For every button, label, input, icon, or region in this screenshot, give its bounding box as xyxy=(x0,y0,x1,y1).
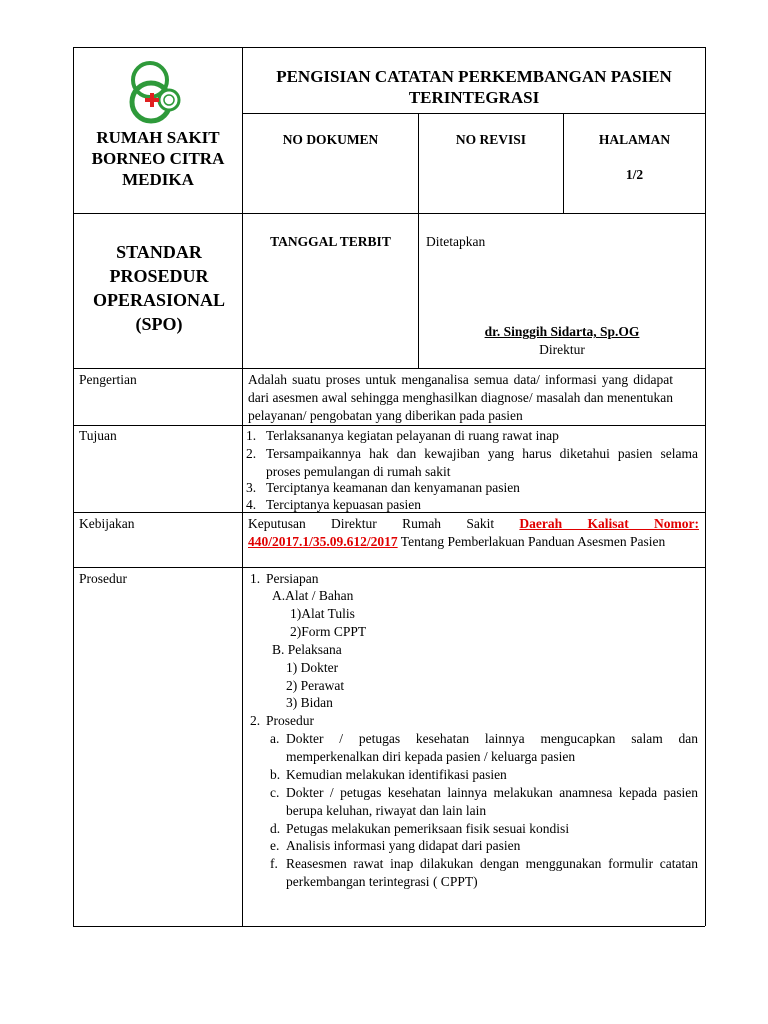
pengertian-text: Adalah suatu proses untuk menganalisa semua data/ informasi yang didapat dari asesmen awal sehingga menghasilkan diagnose/ masalah dan menentukan pelayanan/ pengobatan yang diberikan pada pasien xyxy=(248,372,673,423)
kebijakan-text xyxy=(248,515,699,551)
no-revisi-label: NO REVISI xyxy=(455,132,527,147)
kebijakan-decree: Daerah Kalisat Nomor: 440/2017.1/35.09.612/2017 xyxy=(248,516,699,549)
prosedur-label: Prosedur xyxy=(79,571,127,586)
step-item: Petugas melakukan pemeriksaan fisik sesuai kondisi xyxy=(286,821,570,836)
persiapan: Persiapan xyxy=(266,571,319,586)
step-item: Kemudian melakukan identifikasi pasien xyxy=(286,767,507,782)
ditetapkan-label: Ditetapkan xyxy=(426,234,486,249)
list-marker: 1. xyxy=(246,428,257,443)
list-marker: 2. xyxy=(246,446,257,461)
pelaksana-dokter: 1) Dokter xyxy=(286,660,339,675)
step-marker: a. xyxy=(270,731,280,746)
list-marker: 2. xyxy=(250,713,261,728)
document-title: PENGISIAN CATATAN PERKEMBANGAN PASIEN TERINTEGRASI xyxy=(276,67,672,107)
halaman-label: HALAMAN xyxy=(598,132,671,147)
pelaksana: B. Pelaksana xyxy=(272,642,342,657)
step-item: Analisis informasi yang didapat dari pasien xyxy=(286,838,521,853)
list-item: Terciptanya kepuasan pasien xyxy=(266,497,421,512)
spo-title: STANDAR PROSEDUR OPERASIONAL (SPO) xyxy=(92,242,226,334)
step-marker: c. xyxy=(270,785,280,800)
list-marker: 4. xyxy=(246,497,257,512)
list-item: Tersampaikannya hak dan kewajiban yang harus diketahui pasien selama proses pemulangan di rumah sakit xyxy=(266,446,698,479)
no-dokumen-label: NO DOKUMEN xyxy=(282,132,379,147)
list-marker: 1. xyxy=(250,571,261,586)
alat-bahan: A.Alat / Bahan xyxy=(272,588,354,603)
step-marker: b. xyxy=(270,767,281,782)
step-item: Dokter / petugas kesehatan lainnya melakukan anamnesa kepada pasien berupa keluhan, riwayat dan lain lain xyxy=(286,785,698,818)
kebijakan-prefix: Keputusan Direktur Rumah Sakit xyxy=(248,516,495,531)
step-item: Dokter / petugas kesehatan lainnya mengucapkan salam dan memperkenalkan diri kepada pasien / keluarga pasien xyxy=(286,731,698,764)
halaman-value: 1/2 xyxy=(625,167,644,182)
tanggal-terbit-label: TANGGAL TERBIT xyxy=(270,234,391,249)
step-marker: e. xyxy=(270,838,280,853)
step-marker: d. xyxy=(270,821,281,836)
pelaksana-bidan: 3) Bidan xyxy=(286,695,333,710)
prosedur-sub: Prosedur xyxy=(266,713,314,728)
pelaksana-perawat: 2) Perawat xyxy=(286,678,345,693)
form-cppt: 2)Form CPPT xyxy=(290,624,367,639)
hospital-logo xyxy=(124,58,190,124)
step-marker: f. xyxy=(270,856,278,871)
tujuan-label: Tujuan xyxy=(79,428,117,443)
kebijakan-label: Kebijakan xyxy=(79,516,135,531)
signer-name: dr. Singgih Sidarta, Sp.OG xyxy=(484,324,640,339)
alat-tulis: 1)Alat Tulis xyxy=(290,606,355,621)
list-marker: 3. xyxy=(246,480,257,495)
kebijakan-suffix: Tentang Pemberlakuan Panduan Asesmen Pasien xyxy=(400,534,666,549)
list-item: Terlaksananya kegiatan pelayanan di ruang rawat inap xyxy=(266,428,559,443)
list-item: Terciptanya keamanan dan kenyamanan pasien xyxy=(266,480,520,495)
step-item: Reasesmen rawat inap dilakukan dengan menggunakan formulir catatan perkembangan terintegrasi ( CPPT) xyxy=(286,856,698,889)
hospital-name: RUMAH SAKIT BORNEO CITRA MEDIKA xyxy=(91,128,225,189)
signer-role: Direktur xyxy=(539,342,585,357)
pengertian-label: Pengertian xyxy=(79,372,137,387)
